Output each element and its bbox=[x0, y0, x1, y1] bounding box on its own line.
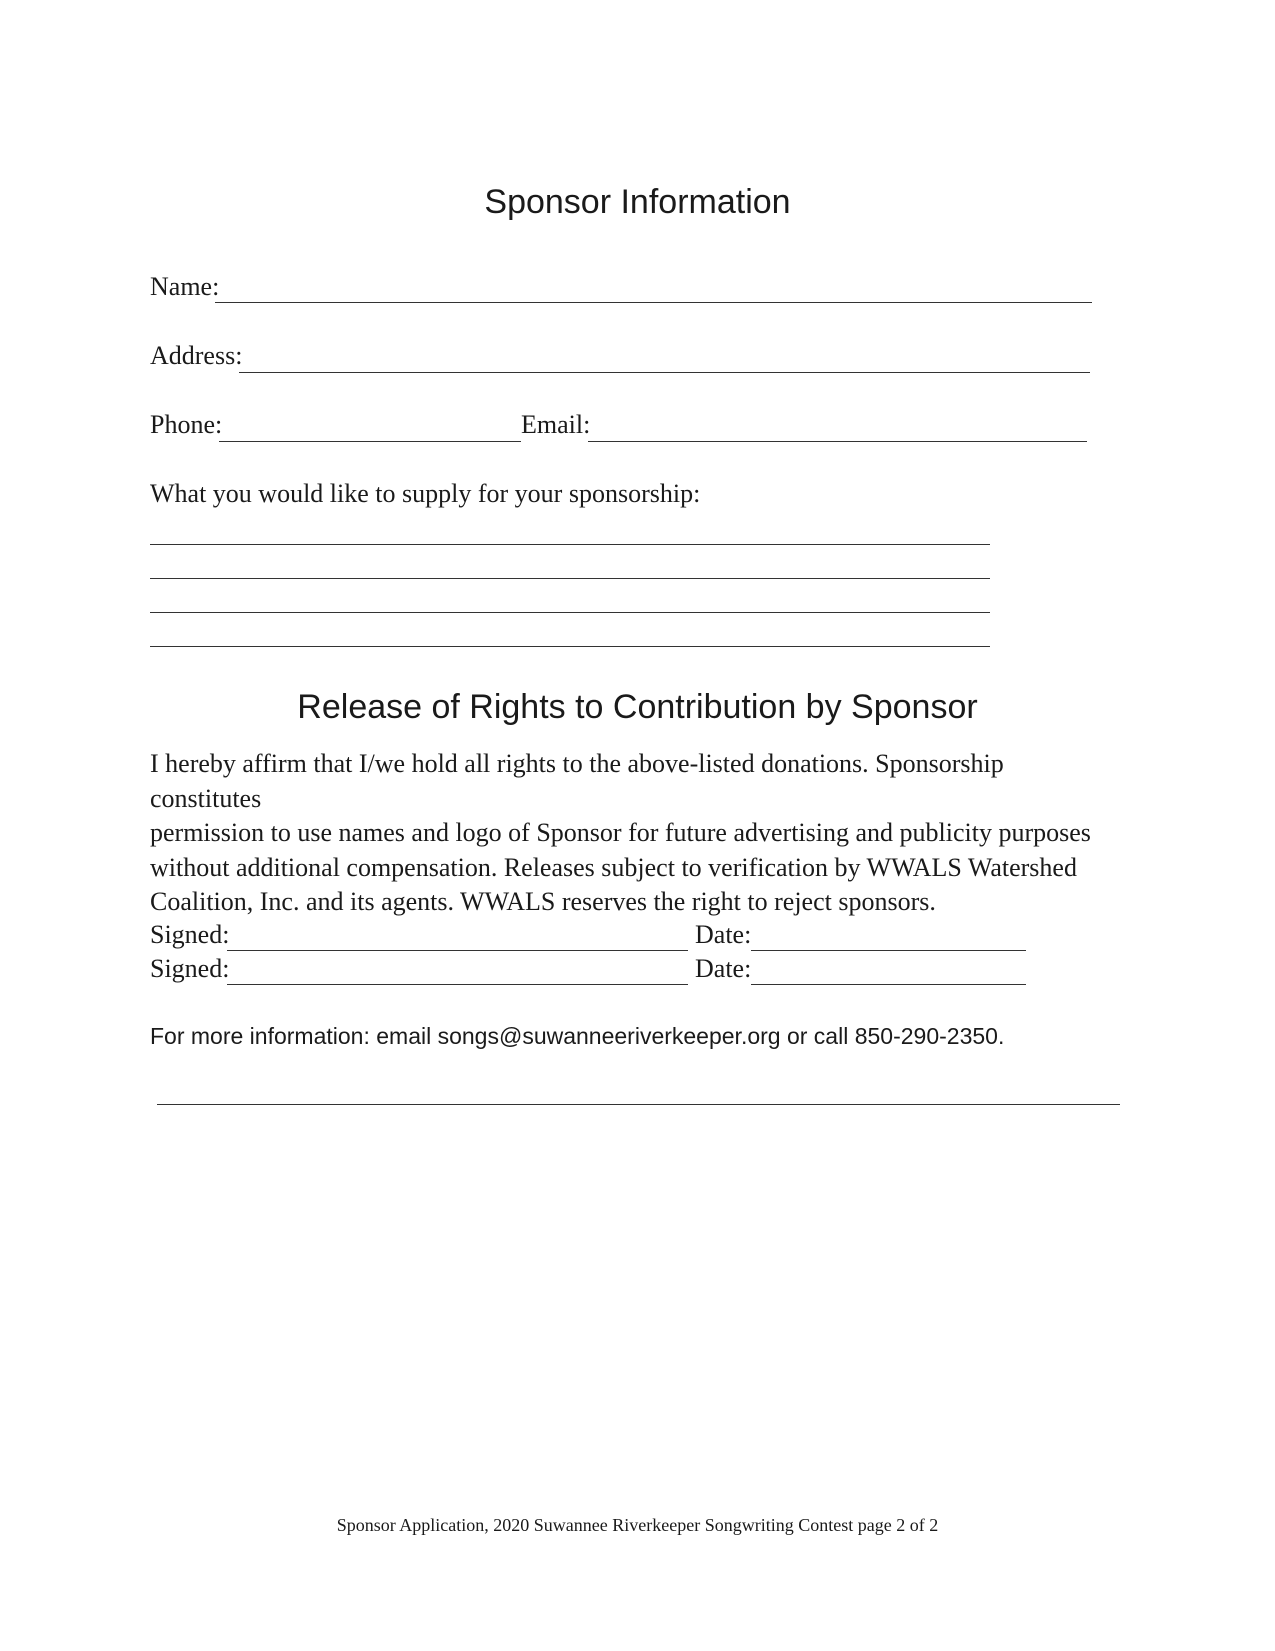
contact-info: For more information: email songs@suwanneeriverkeeper.org or call 850-290-2350. bbox=[150, 1023, 1005, 1049]
address-field-line[interactable] bbox=[239, 372, 1090, 373]
date-line[interactable] bbox=[751, 950, 1026, 951]
page-footer: Sponsor Application, 2020 Suwannee Riverkeeper Songwriting Contest page 2 of 2 bbox=[336, 1515, 939, 1535]
release-line: permission to use names and logo of Sponsor for future advertising and publicity purposes bbox=[150, 818, 1091, 847]
supply-line[interactable] bbox=[150, 612, 990, 613]
signed-label: Signed: bbox=[150, 954, 230, 983]
divider-line bbox=[157, 1104, 1120, 1105]
address-label: Address: bbox=[150, 341, 243, 370]
release-line: Coalition, Inc. and its agents. WWALS reserves the right to reject sponsors. bbox=[150, 887, 936, 916]
email-label: Email: bbox=[521, 410, 591, 439]
email-field-line[interactable] bbox=[588, 441, 1087, 442]
supply-line[interactable] bbox=[150, 544, 990, 545]
signature-line[interactable] bbox=[227, 984, 688, 985]
supply-line[interactable] bbox=[150, 578, 990, 579]
release-line: without additional compensation. Releases subject to verification by WWALS Watershed bbox=[150, 852, 1077, 882]
signature-line[interactable] bbox=[227, 950, 688, 951]
release-paragraph bbox=[150, 747, 1110, 920]
sponsor-information-heading: Sponsor Information bbox=[484, 183, 791, 221]
supply-line[interactable] bbox=[150, 646, 990, 647]
signed-label: Signed: bbox=[150, 920, 230, 949]
phone-label: Phone: bbox=[150, 410, 223, 439]
phone-field-line[interactable] bbox=[219, 441, 521, 442]
name-label: Name: bbox=[150, 272, 220, 301]
release-line: I hereby affirm that I/we hold all rights to the above-listed donations. Sponsorship constitutes bbox=[150, 749, 1004, 813]
date-label: Date: bbox=[695, 920, 752, 949]
date-label: Date: bbox=[695, 954, 752, 983]
date-line[interactable] bbox=[751, 984, 1026, 985]
supply-prompt: What you would like to supply for your sponsorship: bbox=[150, 479, 701, 508]
release-heading: Release of Rights to Contribution by Sponsor bbox=[297, 688, 978, 726]
name-field-line[interactable] bbox=[215, 302, 1092, 303]
